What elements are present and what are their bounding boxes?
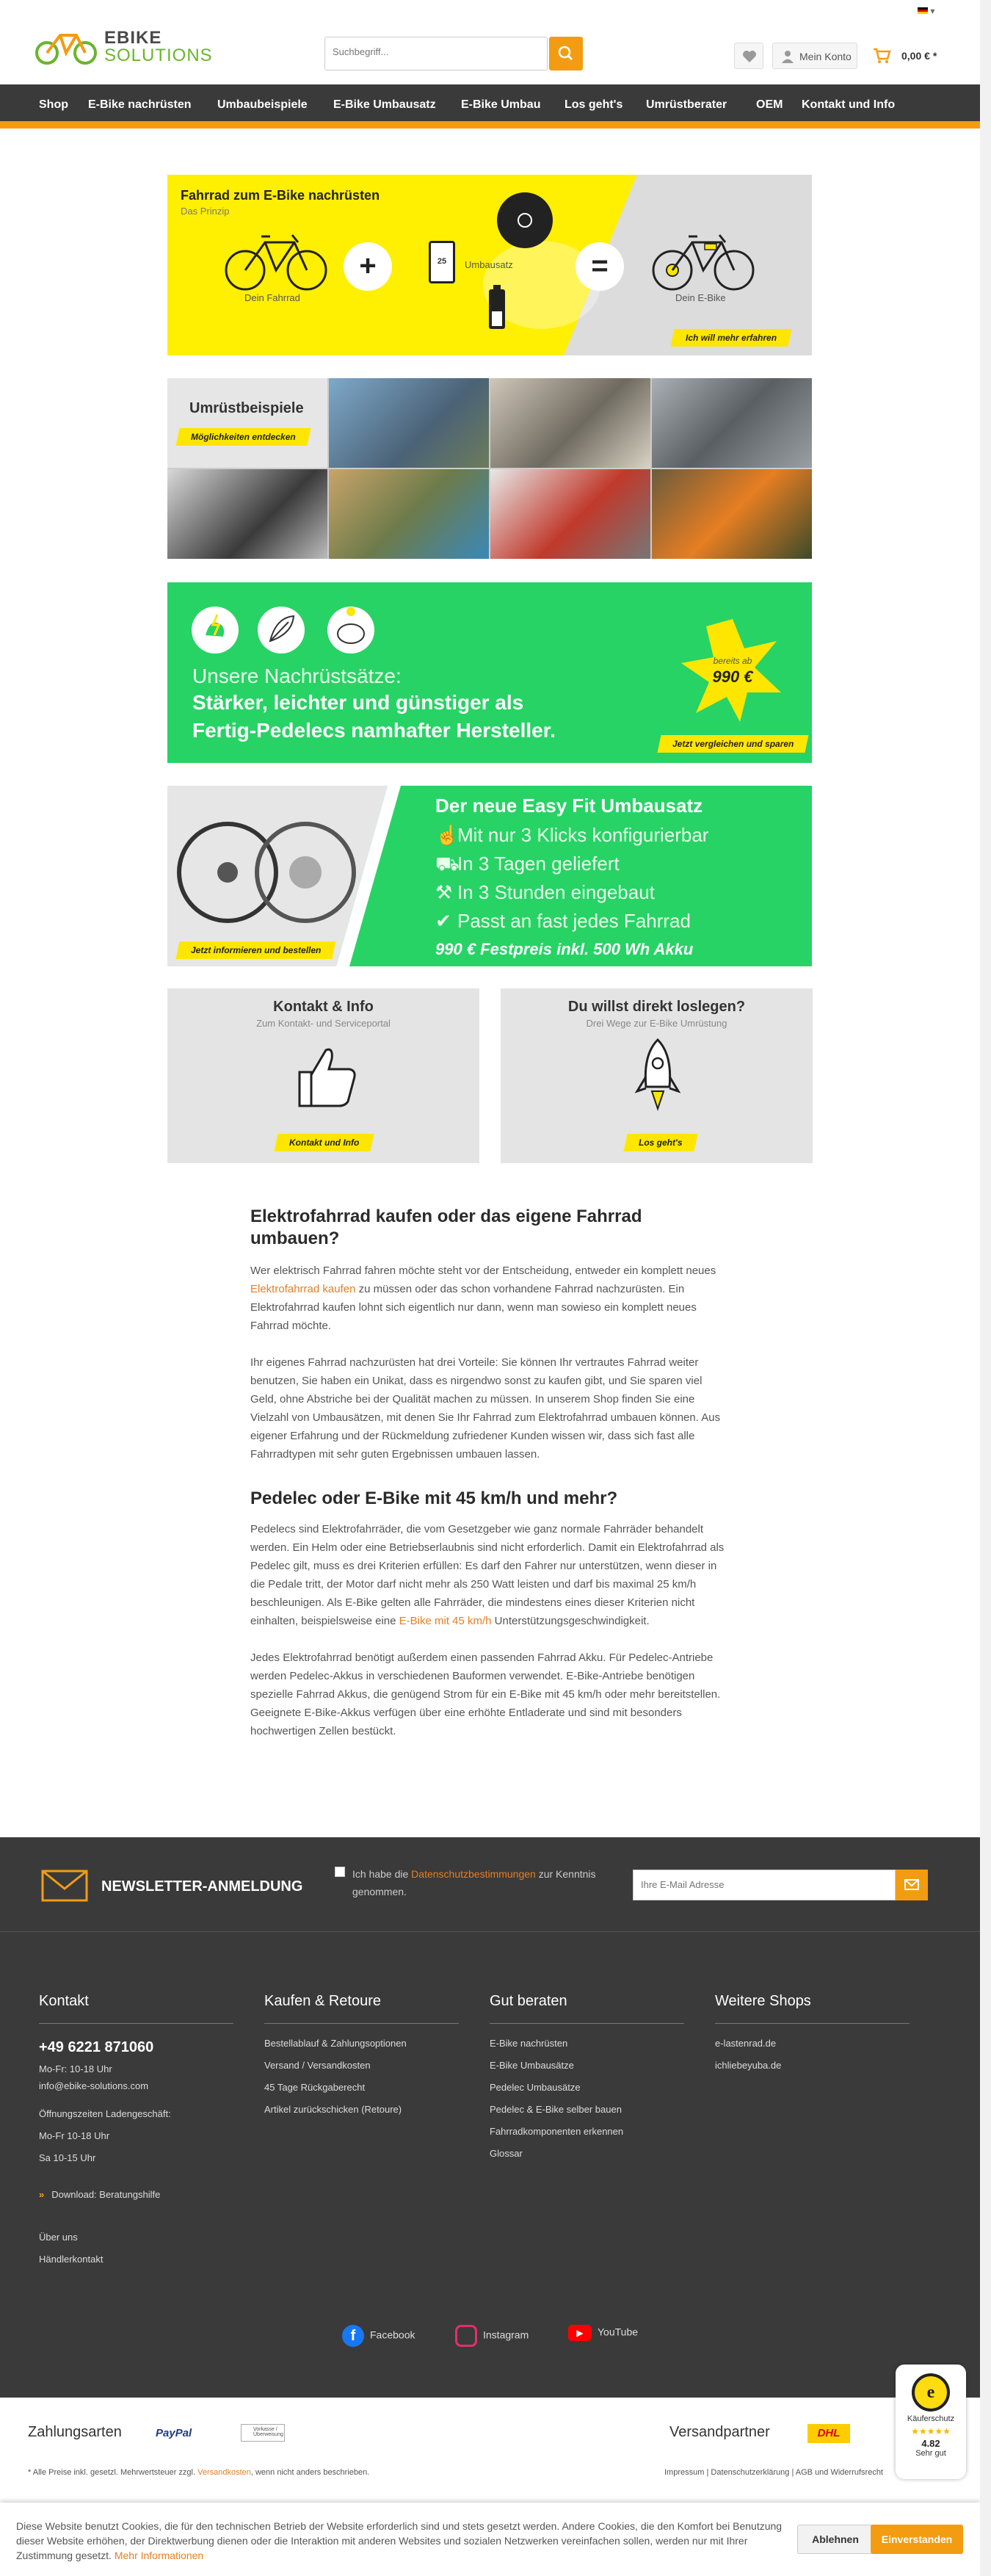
search-input[interactable] bbox=[333, 46, 523, 57]
footer-kontakt bbox=[39, 1993, 233, 2271]
banner4-button[interactable] bbox=[175, 941, 335, 959]
youtube-icon: ▶ bbox=[568, 2325, 592, 2341]
legal-links: Impressum | Datenschutzerklärung | AGB und Widerrufsrecht bbox=[664, 2468, 883, 2477]
feature-item: ⚒ In 3 Stunden eingebaut bbox=[435, 881, 655, 903]
article-kaufen-oder-umbauen bbox=[250, 1206, 731, 1464]
feature-icons bbox=[189, 604, 424, 656]
language-selector[interactable] bbox=[918, 6, 934, 16]
footer-beraten bbox=[490, 1993, 684, 2165]
hand-icon: ☝ bbox=[435, 824, 460, 846]
thumbs-up-icon bbox=[285, 1040, 361, 1110]
nav-ebike-umbausatz[interactable]: E-Bike Umbausatz bbox=[333, 98, 436, 111]
transfer-logo: Vorkasse / Überweisung bbox=[241, 2424, 285, 2442]
wishlist-button[interactable] bbox=[734, 43, 763, 69]
bicycle-icon bbox=[225, 226, 327, 292]
scrollbar[interactable] bbox=[980, 0, 991, 2576]
footer-download[interactable]: » Download: Beratungshilfe bbox=[39, 2189, 161, 2200]
plus-sign: + bbox=[344, 242, 392, 291]
tile-kontakt-title: Kontakt & Info bbox=[273, 999, 374, 1015]
social-youtube[interactable]: ▶ YouTube bbox=[568, 2325, 638, 2341]
kit-label: Umbausatz bbox=[465, 259, 513, 270]
cookie-banner bbox=[0, 2503, 980, 2576]
price-prefix: bereits ab bbox=[713, 656, 752, 666]
legal-link-datenschutz[interactable]: Datenschutzerklärung bbox=[711, 2468, 790, 2477]
instagram-icon bbox=[455, 2325, 477, 2347]
banner-nachruestsaetze[interactable] bbox=[167, 582, 812, 763]
cart-icon bbox=[872, 47, 891, 65]
cart-button[interactable] bbox=[866, 43, 954, 69]
privacy-link[interactable]: Datenschutzbestimmungen bbox=[411, 1868, 536, 1880]
footer-kaufen-title: Kaufen & Retoure bbox=[264, 1993, 459, 2024]
feature-list bbox=[435, 824, 802, 938]
banner4-button-label: Jetzt informieren und bestellen bbox=[191, 945, 322, 955]
tile-kontakt[interactable] bbox=[167, 988, 479, 1163]
account-label: Mein Konto bbox=[799, 51, 852, 62]
banner1-title: Fahrrad zum E-Bike nachrüsten bbox=[181, 188, 380, 203]
banner-easy-fit[interactable] bbox=[167, 786, 812, 966]
nav-umruestberater[interactable]: Umrüstberater bbox=[646, 98, 727, 111]
feature-item: ☝Mit nur 3 Klicks konfigurierbar bbox=[435, 824, 709, 846]
examples-button-label: Möglichkeiten entdecken bbox=[191, 432, 296, 442]
tile-loslegen-title: Du willst direkt loslegen? bbox=[567, 999, 746, 1015]
article-pedelec-ebike bbox=[250, 1488, 731, 1740]
truck-icon: ⛟ bbox=[435, 853, 460, 875]
shipping-title: Versandpartner bbox=[669, 2424, 770, 2440]
user-icon bbox=[780, 49, 795, 64]
battery-icon bbox=[487, 285, 507, 330]
main-navigation bbox=[0, 84, 980, 129]
price-value: 990 € bbox=[712, 667, 753, 686]
footer-beraten-title: Gut beraten bbox=[490, 1993, 684, 2024]
envelope-icon bbox=[41, 1870, 88, 1902]
footer-beraten-link[interactable]: Fahrradkomponenten erkennen bbox=[490, 2126, 624, 2137]
examples-title-cell bbox=[167, 378, 327, 468]
ebike-icon bbox=[652, 226, 755, 292]
nav-oem[interactable]: OEM bbox=[756, 98, 783, 111]
tile-loslegen-button-label: Los geht's bbox=[639, 1137, 683, 1148]
footer-shop-link[interactable]: ichliebeyuba.de bbox=[715, 2060, 782, 2071]
footer-shops bbox=[715, 1993, 910, 2077]
tile-kontakt-button[interactable] bbox=[274, 1134, 374, 1151]
search-field[interactable] bbox=[324, 37, 548, 70]
footer-dealer[interactable]: Händlerkontakt bbox=[39, 2254, 104, 2265]
article2-heading: Pedelec oder E-Bike mit 45 km/h und mehr? bbox=[250, 1488, 618, 1508]
footer-kaufen-link[interactable]: Artikel zurückschicken (Retoure) bbox=[264, 2104, 402, 2115]
article1-heading: Elektrofahrrad kaufen oder das eigene Fahrrad umbauen? bbox=[250, 1206, 642, 1248]
newsletter-section bbox=[0, 1837, 980, 1931]
example-photo-5[interactable] bbox=[329, 469, 489, 559]
flag-de-icon bbox=[918, 7, 928, 14]
tile-loslegen-subtitle: Drei Wege zur E-Bike Umrüstung bbox=[586, 1018, 727, 1029]
legal-link-agb[interactable]: AGB und Widerrufsrecht bbox=[795, 2468, 883, 2477]
thumbs-up-icon: ✔ bbox=[435, 910, 451, 932]
trusted-shops-seal-icon: e bbox=[912, 2373, 950, 2412]
cookie-accept-button[interactable]: Einverstanden bbox=[871, 2525, 963, 2554]
legal-link-impressum[interactable]: Impressum bbox=[664, 2468, 705, 2477]
newsletter-consent-checkbox[interactable] bbox=[335, 1867, 345, 1877]
newsletter-consent-text: Ich habe die Datenschutzbestimmungen zur Kenntnis genommen. bbox=[352, 1868, 596, 1897]
account-button[interactable] bbox=[772, 43, 857, 69]
rating-stars: ★★★★★ bbox=[911, 2426, 951, 2436]
ebike-label: Dein E-Bike bbox=[675, 292, 726, 303]
nav-umbaubeispiele[interactable]: Umbaubeispiele bbox=[217, 98, 308, 111]
link-elektrofahrrad-kaufen[interactable]: Elektrofahrrad kaufen bbox=[250, 1283, 356, 1295]
footer-shops-title: Weitere Shops bbox=[715, 1993, 910, 2024]
example-photo-3[interactable] bbox=[652, 378, 812, 468]
footer-beraten-link[interactable]: E-Bike nachrüsten bbox=[490, 2038, 568, 2049]
footer-about[interactable]: Über uns bbox=[39, 2232, 78, 2243]
example-photo-1[interactable] bbox=[329, 378, 489, 468]
trusted-score: 4.82 bbox=[921, 2438, 940, 2449]
tile-kontakt-subtitle: Zum Kontakt- und Serviceportal bbox=[256, 1018, 391, 1029]
examples-button[interactable] bbox=[175, 428, 311, 446]
banner1-subtitle: Das Prinzip bbox=[181, 206, 230, 217]
logo-line2: SOLUTIONS bbox=[104, 46, 213, 65]
footer-beraten-link[interactable]: E-Bike Umbausätze bbox=[490, 2060, 574, 2071]
link-ebike-45[interactable]: E-Bike mit 45 km/h bbox=[399, 1615, 492, 1627]
logo[interactable] bbox=[34, 25, 225, 69]
logo-line1: EBIKE bbox=[104, 28, 162, 48]
language-caret: ▾ bbox=[930, 6, 935, 16]
trusted-label: Käuferschutz bbox=[907, 2414, 955, 2423]
footer-beraten-link[interactable]: Pedelec Umbausätze bbox=[490, 2082, 581, 2093]
footer-kaufen bbox=[264, 1993, 459, 2121]
footer-kaufen-link[interactable]: 45 Tage Rückgaberecht bbox=[264, 2082, 366, 2093]
feature-item: ⛟In 3 Tagen geliefert bbox=[435, 853, 802, 881]
banner1-button-label: Ich will mehr erfahren bbox=[686, 333, 777, 343]
banner-umruestbeispiele[interactable] bbox=[167, 378, 812, 559]
cookie-text: Diese Website benutzt Cookies, die für den technischen Betrieb der Website erforderlich sind und stets gesetzt werden. Andere Cookies, die den Komfort bei Benutzung dieser Website erhöhen, der Direktwerbung dienen oder die Interaktion mit anderen Websites und sozialen Netzwerken vereinfachen sollen, werden nur mit Ihrer Zustimmung gesetzt. Mehr Informationen bbox=[16, 2520, 783, 2561]
cookie-more-link[interactable]: Mehr Informationen bbox=[114, 2550, 204, 2561]
search-icon bbox=[549, 37, 583, 70]
example-photo-2[interactable] bbox=[490, 378, 650, 468]
banner3-line3: Fertig-Pedelecs namhafter Hersteller. bbox=[192, 719, 556, 742]
example-photo-6[interactable] bbox=[490, 469, 650, 559]
rocket-icon bbox=[630, 1035, 686, 1116]
vat-note: * Alle Preise inkl. gesetzl. Mehrwertsteuer zzgl. Versandkosten, wenn nicht anders beschrieben. bbox=[28, 2468, 370, 2477]
banner3-button[interactable] bbox=[657, 735, 808, 753]
footer-store-hours1: Mo-Fr 10-18 Uhr bbox=[39, 2130, 110, 2141]
footer-kontakt-title: Kontakt bbox=[39, 1993, 233, 2024]
nav-los-gehts[interactable]: Los geht's bbox=[565, 98, 623, 111]
footer-store-title: Öffnungszeiten Ladengeschäft: bbox=[39, 2108, 171, 2119]
trusted-rating: Sehr gut bbox=[915, 2449, 946, 2458]
example-photo-7[interactable] bbox=[652, 469, 812, 559]
newsletter-email-field[interactable] bbox=[633, 1870, 896, 1900]
double-chevron-icon: » bbox=[39, 2189, 45, 2200]
social-facebook[interactable]: f Facebook bbox=[342, 2325, 415, 2347]
feature-item: ✔ Passt an fast jedes Fahrrad bbox=[435, 910, 691, 932]
shipping-costs-link[interactable]: Versandkosten bbox=[197, 2468, 251, 2477]
cookie-decline-button[interactable]: Ablehnen bbox=[797, 2525, 874, 2554]
heart-icon bbox=[735, 43, 764, 70]
example-photo-4[interactable] bbox=[167, 469, 327, 559]
motor-hub-icon bbox=[494, 189, 556, 251]
equals-sign: = bbox=[576, 242, 624, 291]
envelope-icon bbox=[896, 1870, 928, 1900]
article1-paragraph2: Ihr eigenes Fahrrad nachzurüsten hat drei Vorteile: Sie können Ihr vertrautes Fahrrad weiter benutzen, Sie haben ein Unikat, dass es nirgendwo sonst zu kaufen gibt, und Sie sparen viel Geld, ohne Abstriche bei der Qualität machen zu müssen. In unserem Shop finden Sie eine Vielzahl von Umbausätzen, mit denen Sie Ihr Fahrrad zum Elektrofahrrad umbauen können. Aus eigener Erfahrung und der Rückmeldung zufriedener Kunden wissen wir, dass sich fast alle Fahrradtypen mit sehr guten Ergebnissen umbauen lassen. bbox=[250, 1356, 721, 1461]
tools-icon: ⚒ bbox=[435, 881, 453, 903]
footer-kaufen-link[interactable]: Bestellablauf & Zahlungsoptionen bbox=[264, 2038, 407, 2049]
article2-paragraph1: Pedelecs sind Elektrofahrräder, die vom Gesetzgeber wie ganz normale Fahrräder behandelt werden. Ein Helm oder eine Betriebserlaubnis sind nicht erforderlich. Damit ein Elektrofahrrad als Pedelec gilt, muss es drei Kriterien erfüllen: Es darf den Fahrer nur unterstützen, wenn dieser in die Pedale tritt, der Motor darf nicht mehr als 250 Watt leisten und darf bis maximal 25 km/h beschleunigen. Als E-Bike gelten alle Fahrräder, die mindestens eines dieser Kriterien nicht einhalten, beispielsweise eine E-Bike mit 45 km/h Unterstützungsgeschwindigkeit. bbox=[250, 1523, 725, 1627]
article2-paragraph2: Jedes Elektrofahrrad benötigt außerdem einen passenden Fahrrad Akku. Für Pedelec-Antriebe werden Pedelec-Akkus in verschiedenen Bauformen verwendet. E-Bike-Antriebe benötigen spezielle Fahrrad Akkus, die genügend Strom für ein E-Bike mit 45 km/h oder mehr bereitstellen. Geeignete E-Bike-Akkus verfügen über eine erhöhte Entladerate und sind mit besonders hochwertigen Zellen bestückt. bbox=[250, 1651, 721, 1737]
bike-logo-icon bbox=[34, 25, 100, 66]
nav-ebike-nachruesten[interactable]: E-Bike nachrüsten bbox=[88, 98, 192, 111]
banner4-title: Der neue Easy Fit Umbausatz bbox=[435, 795, 703, 817]
footer-hours: Mo-Fr: 10-18 Uhr bbox=[39, 2063, 112, 2074]
trusted-shops-badge[interactable] bbox=[896, 2365, 966, 2479]
newsletter-email-input[interactable] bbox=[641, 1879, 883, 1890]
newsletter-submit-button[interactable] bbox=[896, 1870, 928, 1900]
footer-email[interactable]: info@ebike-solutions.com bbox=[39, 2080, 149, 2091]
facebook-icon: f bbox=[342, 2325, 364, 2347]
display-icon: 25 bbox=[429, 241, 455, 283]
tile-kontakt-button-label: Kontakt und Info bbox=[289, 1137, 360, 1148]
cart-total: 0,00 € * bbox=[901, 50, 937, 62]
newsletter-title: NEWSLETTER-ANMELDUNG bbox=[101, 1878, 303, 1895]
tile-loslegen[interactable] bbox=[501, 988, 813, 1163]
payment-shipping-bar bbox=[0, 2398, 980, 2493]
banner1-button[interactable] bbox=[670, 329, 791, 347]
bike-label: Dein Fahrrad bbox=[244, 292, 300, 303]
banner3-button-label: Jetzt vergleichen und sparen bbox=[672, 739, 794, 749]
nav-shop[interactable]: Shop bbox=[39, 98, 68, 111]
tile-loslegen-button[interactable] bbox=[623, 1134, 697, 1151]
social-instagram[interactable]: Instagram bbox=[455, 2325, 529, 2347]
header bbox=[0, 0, 980, 84]
paypal-logo: PayPal bbox=[156, 2427, 192, 2439]
nav-kontakt-info[interactable]: Kontakt und Info bbox=[802, 98, 896, 111]
examples-title: Umrüstbeispiele bbox=[189, 400, 304, 416]
dhl-logo: DHL bbox=[807, 2424, 850, 2443]
banner3-line1: Unsere Nachrüstsätze: bbox=[192, 665, 402, 687]
banner4-price: 990 € Festpreis inkl. 500 Wh Akku bbox=[435, 940, 694, 958]
footer-beraten-link[interactable]: Glossar bbox=[490, 2148, 523, 2159]
footer-beraten-link[interactable]: Pedelec & E-Bike selber bauen bbox=[490, 2104, 622, 2115]
banner-nachruesten[interactable] bbox=[167, 175, 812, 355]
footer-phone[interactable]: +49 6221 871060 bbox=[39, 2039, 154, 2055]
payment-title: Zahlungsarten bbox=[28, 2424, 122, 2440]
nav-ebike-umbau[interactable]: E-Bike Umbau bbox=[461, 98, 541, 111]
article1-paragraph1: Wer elektrisch Fahrrad fahren möchte steht vor der Entscheidung, entweder ein komplett neues Elektrofahrrad kaufen zu müssen oder das schon vorhandene Fahrrad nachzurüsten. Ein Elektrofahrrad kaufen lohnt sich eigentlich nur dann, wenn man sowieso ein komplett neues Fahrrad möchte. bbox=[250, 1265, 716, 1332]
search-button[interactable] bbox=[549, 37, 583, 70]
footer-kaufen-link[interactable]: Versand / Versandkosten bbox=[264, 2060, 371, 2071]
footer-store-hours2: Sa 10-15 Uhr bbox=[39, 2152, 96, 2163]
footer-shop-link[interactable]: e-lastenrad.de bbox=[715, 2038, 777, 2049]
banner3-line2: Stärker, leichter und günstiger als bbox=[192, 691, 524, 714]
